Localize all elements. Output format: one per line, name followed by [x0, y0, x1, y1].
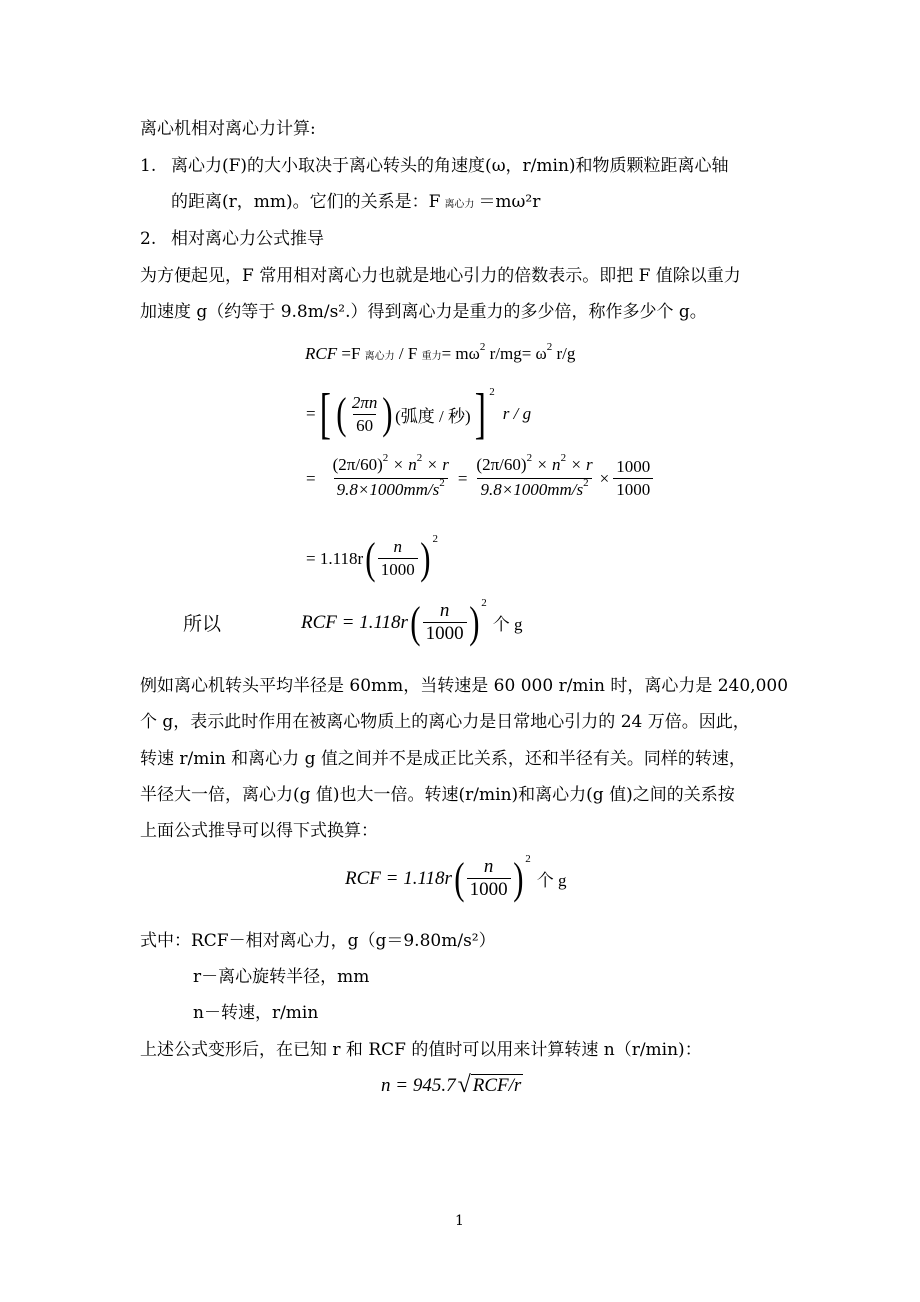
eq2-numerator: 2πn [351, 392, 378, 412]
eq1-sup-2: 2 [546, 341, 553, 353]
eq3-k-numerator: 1000 [616, 457, 651, 476]
eq3-numerator-2: $(2\pi/60)^2 \times n^2 \times r$ [476, 452, 593, 474]
eq3-fraction-3 [613, 456, 653, 501]
paragraph-2-line-5: 上面公式推导可以得下式换算： [140, 821, 378, 841]
eq2-unit: (弧度 / 秒) [395, 406, 471, 426]
definition-r: r－离心旋转半径，mm [193, 967, 370, 987]
eq5-denominator: 1000 [467, 878, 511, 901]
right-bracket: ] [474, 383, 486, 445]
eq3-equals: = [306, 468, 316, 488]
left-bracket: [ [319, 383, 331, 445]
eq3-k-denominator: 1000 [613, 478, 653, 501]
so-fraction [423, 600, 467, 645]
eq3-equals-2: = [457, 468, 468, 488]
list-item-number-2: 2. [140, 229, 157, 249]
equation-result [183, 596, 523, 647]
paragraph-2-line-2: 个 g，表示此时作用在被离心物质上的离心力是日常地心引力的 24 万倍。因此， [140, 712, 750, 732]
eq3-fraction-2 [473, 454, 595, 503]
so-sup: 2 [481, 596, 487, 609]
right-paren: ) [382, 389, 393, 438]
eq1-part-b: / F [398, 344, 418, 363]
eq3-den: 9.8×1000mm/s [336, 480, 440, 499]
eq4-sup: 2 [432, 532, 438, 545]
paragraph-1-line-1: 为方便起见，F 常用相对离心力也就是地心引力的倍数表示。即把 F 值除以重力 [140, 266, 741, 286]
so-denominator: 1000 [423, 622, 467, 645]
equation-conversion [345, 852, 567, 903]
subscript-centrifugal: 离心力 [444, 199, 475, 210]
eq5-numerator: n [483, 856, 494, 877]
eq1-sup-1: 2 [479, 341, 486, 353]
eq3-num-sup-2: 2 [526, 452, 533, 464]
definition-rcf: 式中：RCF－相对离心力，g（g＝9.80m/s²） [140, 931, 496, 951]
eq5-right-paren: ) [512, 853, 524, 903]
eq6-radicand: RCF/r [472, 1075, 522, 1096]
eq3-denominator-2 [477, 478, 591, 503]
sqrt-symbol: √ [457, 1072, 471, 1098]
eq3-num-c-2: × n [536, 455, 561, 474]
eq2-equals: = [306, 404, 316, 423]
eq1-part-a: =F [341, 344, 361, 363]
paragraph-3: 上述公式变形后，在已知 r 和 RCF 的值时可以用来计算转速 n（r/min)： [140, 1040, 702, 1060]
so-label: 所以 [183, 614, 222, 635]
eq1-part-c: = mω [441, 344, 480, 363]
eq1-part-e: r/g [556, 344, 576, 363]
eq2-sup: 2 [489, 386, 495, 398]
eq5-unit: 个 g [536, 871, 567, 890]
equation-expanded [306, 454, 653, 503]
eq2-tail: r / g [502, 404, 532, 423]
so-numerator: n [439, 600, 450, 621]
so-left-paren: ( [410, 597, 421, 647]
eq2-denominator: 60 [353, 414, 376, 437]
left-paren: ( [336, 389, 347, 438]
eq5-left-paren: ( [454, 853, 465, 903]
relation-formula: ＝mω²r [478, 192, 541, 212]
eq3-num-d-2: × r [570, 455, 593, 474]
equation-omega-substitution [306, 383, 532, 445]
eq3-numerator-1: $(2\pi/60)^2 \times n^2 \times r$ [332, 452, 449, 474]
so-unit: 个 g [492, 615, 523, 634]
list-item-1-line-1: 离心力(F)的大小取决于离心转头的角速度(ω，r/min)和物质颗粒距离心轴 [171, 156, 729, 176]
paragraph-2-line-3: 转速 r/min 和离心力 g 值之间并不是成正比关系，还和半径有关。同样的转速， [140, 749, 746, 769]
list-item-1-line-2 [171, 191, 540, 216]
eq3-den-2: 9.8×1000mm/s [480, 480, 584, 499]
eq3-num-a: (2π [332, 455, 356, 474]
eq3-num-b: 60) [360, 455, 383, 474]
eq5-lhs: RCF = 1.118r [345, 867, 452, 889]
eq3-num-sup2-2: 2 [560, 452, 567, 464]
eq5-fraction [467, 856, 511, 901]
eq3-fraction-1 [330, 454, 452, 503]
eq4-fraction [378, 536, 418, 581]
eq1-sub-centrifugal: 离心力 [364, 351, 395, 362]
eq3-num-c: × n [392, 455, 417, 474]
eq3-den-sup-2: 2 [583, 477, 589, 489]
eq1-part-d: r/mg= ω [489, 344, 547, 363]
definition-n: n－转速，r/min [193, 1003, 319, 1023]
eq5-sup: 2 [525, 852, 531, 865]
eq6-lhs: n = 945.7 [381, 1074, 456, 1096]
paragraph-2-line-4: 半径大一倍，离心力(g 值)也大一倍。转速(r/min)和离心力(g 值)之间的关系按 [140, 785, 735, 805]
eq3-num-sup2: 2 [416, 452, 423, 464]
document-title: 离心机相对离心力计算: [140, 119, 316, 139]
eq3-times: × [599, 468, 610, 488]
list-item-number-1: 1. [140, 156, 157, 176]
so-right-paren: ) [468, 597, 480, 647]
eq4-left-paren: ( [365, 533, 376, 583]
eq3-num-a-2: (2π [476, 455, 500, 474]
eq2-fraction [349, 392, 381, 437]
eq3-num-sup: 2 [382, 452, 389, 464]
list-item-2-text: 相对离心力公式推导 [171, 229, 324, 249]
equation-rcf-definition [305, 343, 575, 368]
paragraph-2-line-1: 例如离心机转头平均半径是 60mm，当转速是 60 000 r/min 时，离心力是 240,000 [140, 676, 789, 696]
eq4-numerator: n [393, 537, 403, 556]
so-lhs: RCF = 1.118r [301, 611, 408, 633]
paragraph-1-line-2: 加速度 g（约等于 9.8m/s².）得到离心力是重力的多少倍，称作多少个 g。 [140, 302, 707, 322]
eq3-den-sup: 2 [439, 477, 445, 489]
list-item-1-text: 的距离(r，mm)。它们的关系是：F [171, 192, 441, 212]
page-number: 1 [455, 1213, 464, 1229]
eq1-lhs: RCF [305, 344, 338, 363]
eq4-right-paren: ) [419, 533, 431, 583]
eq3-num-b-2: 60) [503, 455, 527, 474]
equation-speed [381, 1072, 523, 1099]
eq3-denominator-1 [334, 478, 448, 503]
equation-simplified [306, 532, 438, 583]
eq4-lhs: = 1.118r [306, 548, 364, 568]
eq4-denominator: 1000 [378, 558, 418, 581]
eq3-num-d: × r [426, 455, 449, 474]
eq1-sub-gravity: 重力 [421, 351, 442, 362]
